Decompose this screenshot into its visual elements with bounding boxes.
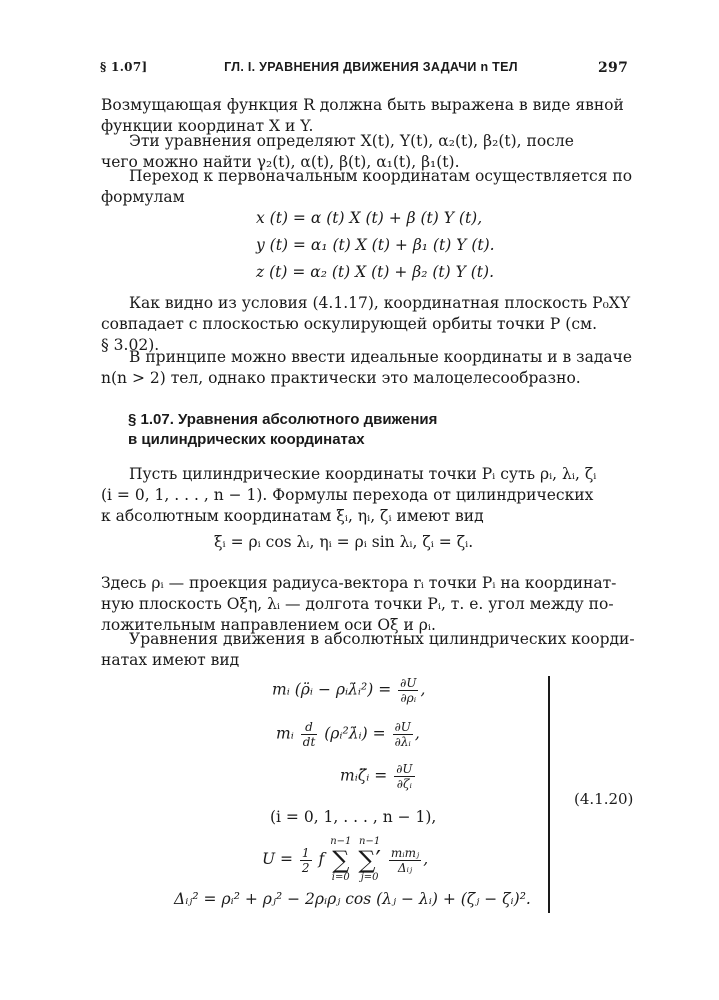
equation-distance: Δᵢⱼ² = ρᵢ² + ρⱼ² − 2ρᵢρⱼ cos (λⱼ − λᵢ) + (ζⱼ − ζᵢ)².: [174, 890, 531, 908]
text-line: n(n > 2) тел, однако практически это малоцелесообразно.: [101, 369, 581, 387]
paragraph-transition: [101, 166, 633, 208]
text-line: натах имеют вид: [101, 651, 240, 669]
fraction: $\frac{\text{mᵢmⱼ}}{\text{Δᵢⱼ}}$: [390, 845, 420, 875]
running-head-chapter: ГЛ. I. УРАВНЕНИЯ ДВИЖЕНИЯ ЗАДАЧИ n ТЕЛ: [224, 60, 518, 74]
text-line: Уравнения движения в абсолютных цилиндрических коорди-: [129, 630, 635, 648]
text-line: ную плоскость Oξη, λᵢ — долгота точки Pᵢ, т. е. угол между по-: [101, 595, 614, 613]
formula-transition: ξᵢ = ρᵢ cos λᵢ, ηᵢ = ρᵢ sin λᵢ, ζᵢ = ζᵢ.: [214, 533, 474, 551]
formula-block-coordinates: [256, 205, 495, 286]
text-line: формулам: [101, 188, 185, 206]
sum-symbol: n−1 ∑ i=0: [330, 836, 352, 883]
paragraph-projection: [101, 573, 625, 636]
fraction: $\frac{\partial U}{\text{∂λᵢ}}$: [394, 720, 411, 749]
fraction: $\frac{d}{dt}$: [302, 720, 316, 749]
formula-z: z (t) = α₂ (t) X (t) + β₂ (t) Y (t).: [256, 263, 495, 281]
text-line: В принципе можно ввести идеальные координаты и в задаче: [129, 348, 633, 366]
equation-potential: U = $\frac{1}{2}$ f n−1 ∑ i=0 n−1 ∑′ j=0 $\frac{\text{mᵢmⱼ}}{\text{Δᵢⱼ}}$ ,: [262, 836, 429, 883]
equation-angular: mᵢ $\frac{d}{dt}$ (ρᵢ²λ̇ᵢ) = $\frac{\partial U}{\text{∂λᵢ}}$ ,: [276, 720, 420, 749]
text-line: (i = 0, 1, . . . , n − 1). Формулы перехода от цилиндрических: [101, 486, 594, 504]
sum-symbol: n−1 ∑′ j=0: [358, 836, 381, 883]
section-heading-line: в цилиндрических координатах: [128, 431, 365, 448]
formula-y: y (t) = α₁ (t) X (t) + β₁ (t) Y (t).: [256, 236, 495, 254]
text-line: Возмущающая функция R должна быть выражена в виде явной: [101, 96, 624, 114]
equation-system-bracket: [548, 676, 550, 913]
running-head-section: § 1.07]: [100, 60, 148, 74]
paragraph-ideal-coordinates: [101, 347, 633, 389]
fraction: $\frac{\partial U}{\text{∂ζᵢ}}$: [396, 762, 413, 791]
section-heading: [128, 410, 437, 450]
paragraph-equations-of-motion: [101, 629, 635, 671]
paragraph-cylindrical-coords: [101, 464, 625, 527]
text-line: чего можно найти γ₂(t), α(t), β(t), α₁(t), β₁(t).: [101, 153, 460, 171]
formula-x: x (t) = α (t) X (t) + β (t) Y (t),: [256, 209, 483, 227]
fraction: $\frac{\partial U}{\text{∂ρᵢ}}$: [400, 676, 417, 705]
text-line: Пусть цилиндрические координаты точки Pᵢ суть ρᵢ, λᵢ, ζᵢ: [129, 465, 597, 483]
text-line: Эти уравнения определяют X(t), Y(t), α₂(t), β₂(t), после: [129, 132, 574, 150]
equation-index-range: (i = 0, 1, . . . , n − 1),: [270, 808, 437, 826]
equation-vertical: mᵢζ̈ᵢ = $\frac{\partial U}{\text{∂ζᵢ}}$: [340, 762, 413, 791]
text-line: Переход к первоначальным координатам осуществляется по: [129, 167, 633, 185]
section-heading-line: § 1.07. Уравнения абсолютного движения: [128, 411, 438, 428]
equation-radial: mᵢ (ρ̈ᵢ − ρᵢλ̇ᵢ²) = $\frac{\partial U}{\text{∂ρᵢ}}$ ,: [272, 676, 426, 705]
text-line: Здесь ρᵢ — проекция радиуса-вектора rᵢ точки Pᵢ на координат-: [101, 574, 617, 592]
text-line: совпадает с плоскостью оскулирующей орбиты точки P (см.: [101, 315, 597, 333]
text-line: к абсолютным координатам ξᵢ, ηᵢ, ζᵢ имеют вид: [101, 507, 484, 525]
page-number: 297: [598, 60, 629, 76]
equation-number: (4.1.20): [574, 790, 634, 808]
text-line: § 3.02).: [101, 336, 160, 354]
text-line: Как видно из условия (4.1.17), координатная плоскость P₀XY: [129, 294, 631, 312]
fraction: $\frac{1}{2}$: [301, 845, 310, 875]
text-line: функции координат X и Y.: [101, 117, 314, 135]
text-line: ложительным направлением оси Oξ и ρᵢ.: [101, 616, 436, 634]
